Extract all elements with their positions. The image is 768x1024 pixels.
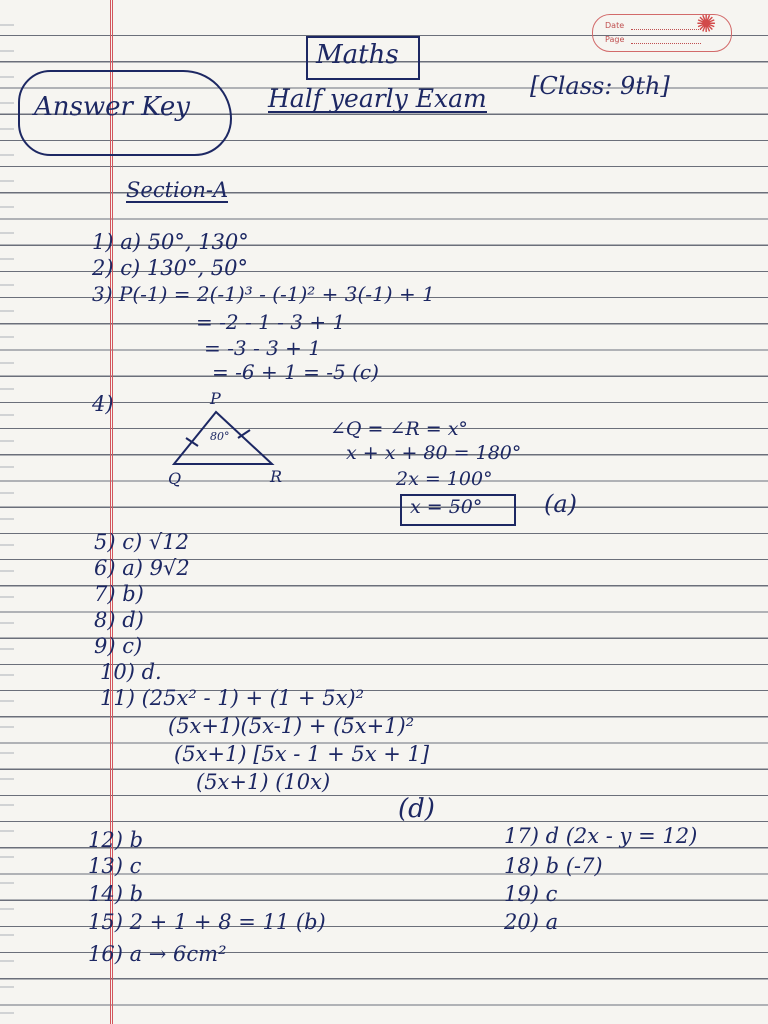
- answer-11-line-3: (5x+1) [5x - 1 + 5x + 1]: [174, 742, 430, 766]
- vertex-r-label: R: [270, 467, 283, 486]
- page-edge: [0, 0, 14, 1024]
- answer-11-line-2: (5x+1)(5x-1) + (5x+1)²: [168, 714, 415, 738]
- answer-4-result: x = 50°: [410, 496, 483, 518]
- date-label: Date: [605, 21, 625, 30]
- answer-4-work-3: 2x = 100°: [396, 468, 493, 490]
- answer-4-work-2: x + x + 80 = 180°: [346, 442, 522, 464]
- answer-14: 14) b: [88, 882, 144, 906]
- answer-2: 2) c) 130°, 50°: [92, 256, 249, 280]
- subject-title: Maths: [316, 40, 399, 70]
- answer-7: 7) b): [94, 582, 144, 606]
- answer-9: 9) c): [94, 634, 143, 658]
- answer-19: 19) c: [504, 882, 558, 906]
- answer-3-line-2: = -2 - 1 - 3 + 1: [196, 310, 346, 334]
- answer-1: 1) a) 50°, 130°: [92, 230, 249, 254]
- answer-16: 16) a → 6cm²: [88, 942, 227, 966]
- answer-3-line-3: = -3 - 3 + 1: [204, 336, 321, 360]
- answer-11-line-4: (5x+1) (10x): [196, 770, 331, 794]
- answer-4-work-1: ∠Q = ∠R = x°: [330, 418, 468, 440]
- answer-5: 5) c) √12: [94, 530, 189, 554]
- answer-20: 20) a: [504, 910, 559, 934]
- tick-mark-left: [186, 438, 198, 446]
- answer-17: 17) d (2x - y = 12): [504, 824, 698, 848]
- answer-11-option: (d): [398, 794, 435, 824]
- answer-15: 15) 2 + 1 + 8 = 11 (b): [88, 910, 326, 934]
- triangle-diagram: [160, 388, 300, 488]
- answer-3-line-4: = -6 + 1 = -5 (c): [212, 360, 379, 384]
- answer-key-title: Answer Key: [34, 92, 190, 122]
- vertex-p-label: P: [210, 389, 221, 408]
- answer-13: 13) c: [88, 854, 142, 878]
- class-label: [Class: 9th]: [530, 72, 670, 100]
- sun-logo-icon: ✺: [696, 10, 717, 38]
- angle-label: 80°: [210, 430, 230, 443]
- answer-4-option: (a): [544, 490, 578, 518]
- section-heading: Section-A: [126, 178, 229, 202]
- answer-10: 10) d.: [100, 660, 162, 684]
- page-label: Page: [605, 35, 625, 44]
- answer-6: 6) a) 9√2: [94, 556, 190, 580]
- answer-4-number: 4): [92, 392, 114, 416]
- vertex-q-label: Q: [168, 469, 182, 488]
- date-line: [631, 29, 701, 30]
- exam-title: Half yearly Exam: [268, 84, 487, 113]
- answer-12: 12) b: [88, 828, 144, 852]
- answer-11-line-1: 11) (25x² - 1) + (1 + 5x)²: [100, 686, 365, 710]
- answer-3-line-1: 3) P(-1) = 2(-1)³ - (-1)² + 3(-1) + 1: [92, 282, 435, 306]
- answer-8: 8) d): [94, 608, 144, 632]
- page-line: [631, 43, 701, 44]
- answer-18: 18) b (-7): [504, 854, 603, 878]
